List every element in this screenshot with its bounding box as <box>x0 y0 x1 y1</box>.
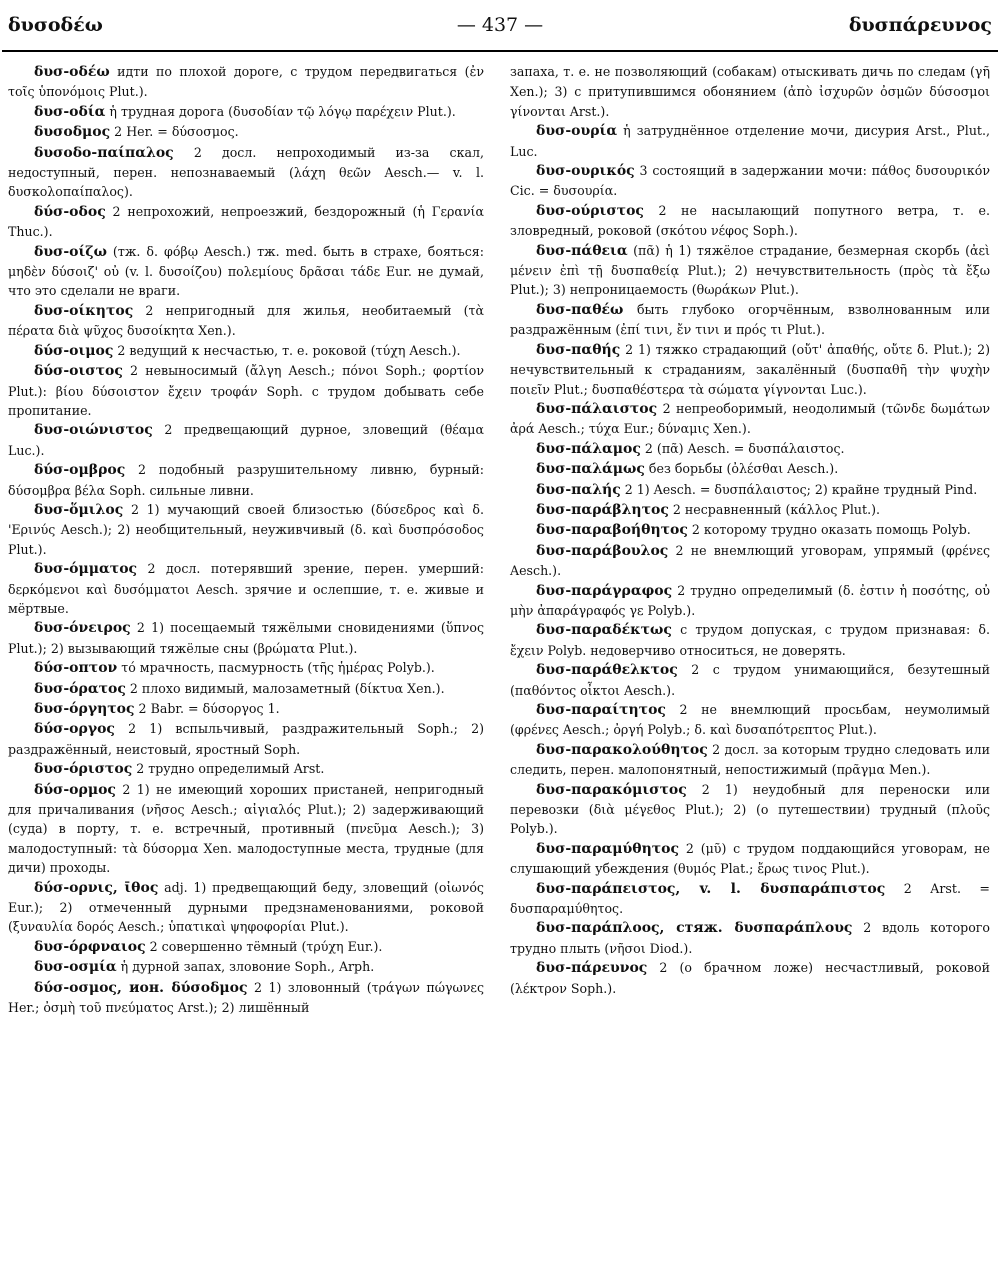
entry-definition: 2 досл. за которым трудно следовать или следить, перен. малопонятный, непостижимый (πρᾶγμα Men.). <box>510 741 990 778</box>
entry-headword: δυσ-παράθελκτος <box>536 662 678 679</box>
entry-definition: 2 вдоль которого трудно плыть (νῆσοι Diod.). <box>510 920 990 956</box>
dictionary-entry <box>510 879 990 919</box>
entry-definition: 2 1) зловонный (τράγων πώγωνες Her.; ὀσμὴ τοῦ πνεύματος Arst.); 2) лишённый <box>8 979 484 1016</box>
dictionary-entry <box>510 740 990 780</box>
entry-headword: δυσ-όνειρος <box>34 620 131 637</box>
entry-definition: 2 невыносимый (ἄλγη Aesch.; πόνοι Soph.; φορτίον Plut.): βίου δύσοιστον ἔχειν τροφάν Soph. с трудом добывать себе пропитание. <box>8 363 484 418</box>
entry-definition: 2 непригодный для жилья, необитаемый (τὰ πέρατα διὰ ψῦχος δυσοίκητα Xen.). <box>8 302 484 339</box>
entry-headword: δυσ-παράβλητος <box>536 501 669 518</box>
dictionary-entry <box>8 618 484 658</box>
entry-definition: 2 (πᾶ) Aesch. = δυσπάλαιστος. <box>640 440 845 456</box>
dictionary-entry <box>8 102 484 122</box>
dictionary-entry <box>510 439 990 459</box>
dictionary-entry <box>510 700 990 740</box>
entry-definition: 2 непрохожий, непроезжий, бездорожный (ἡ Γερανία Thuc.). <box>8 203 484 240</box>
dictionary-entry <box>8 719 484 759</box>
entry-headword: δυσ-οιώνιστος <box>34 422 153 439</box>
dictionary-entry <box>510 839 990 879</box>
entry-headword: δυσ-όργητος <box>34 701 135 717</box>
dictionary-entry <box>510 520 990 540</box>
entry-definition: ἡ трудная дорога (δυσοδίαν τῷ λόγῳ παρέχειν Plut.). <box>105 103 456 119</box>
entry-definition: 2 которому трудно оказать помощь Polyb. <box>687 522 971 538</box>
dictionary-entry <box>510 918 990 958</box>
dictionary-entry <box>510 300 990 340</box>
entry-headword: δυσ-οίζω <box>34 243 107 260</box>
entry-headword: δυσ-παρακόμιστος <box>536 781 687 798</box>
running-header <box>0 14 1000 44</box>
dictionary-entry <box>8 202 484 242</box>
entry-definition: 2 непреоборимый, неодолимый (τῶνδε δωμάτων ἀρά Aesch.; τύχα Eur.; δύναμις Xen.). <box>510 400 990 437</box>
entry-headword: δυσ-πάρευνος <box>536 960 648 977</box>
dictionary-entry <box>8 937 484 957</box>
entry-headword: δυσ-παράπλοος, стяж. δυσπαράπλους <box>536 920 853 937</box>
entry-headword: δυσ-παραμύθητος <box>536 840 680 857</box>
entry-definition: 2 подобный разрушительному ливню, бурный: δύσομβρα βέλα Soph. сильные ливни. <box>8 462 484 498</box>
entry-definition: быть глубоко огорчённым, взволнованным или раздражённым (ἐπί τινι, ἔν τινι и πρός τι Plut.). <box>510 301 990 338</box>
entry-headword: δυσ-πάλαμος <box>536 440 641 457</box>
entry-definition: 2 трудно определимый Arst. <box>132 761 325 777</box>
entry-headword: δύσ-οργος <box>34 721 115 738</box>
entry-headword: δύσ-ομβρος <box>34 462 126 479</box>
dictionary-entry <box>8 122 484 142</box>
entry-definition: 2 не внемлющий просьбам, неумолимый (φρένες Aesch.; ὀργή Polyb.; δ. καὶ δυσαπότρεπτος Plut.). <box>510 702 990 738</box>
entry-headword: δύσ-οδος <box>34 203 106 220</box>
dictionary-entry <box>8 242 484 301</box>
entry-definition: 2 досл. потерявший зрение, перен. умерший: δερκόμενοι καὶ δυσόμματοι Aesch. зрячие и ослепшие, т. е. живые и мёртвые. <box>8 561 484 616</box>
entry-definition: 3 состоящий в задержании мочи: πάθος δυσουρικόν Cic. = δυσουρία. <box>510 163 990 199</box>
entry-headword: δυσ-ουρία <box>536 123 618 140</box>
entry-headword: δύσ-οπτον <box>34 660 118 677</box>
entry-definition: 2 1) Aesch. = δυσπάλαιστος; 2) крайне трудный Pind. <box>620 481 978 497</box>
entry-definition: 2 (о брачном ложе) несчастливый, роковой (λέκτρον Soph.). <box>510 960 990 996</box>
entry-headword: δυσ-παράπειστος, v. l. δυσπαράπιστος <box>536 880 886 897</box>
dictionary-entry <box>8 957 484 977</box>
entry-definition: 2 трудно определимый (δ. ἐστιν ἡ ποσότης, οὐ μὴν ἀπαράγραφός γε Polyb.). <box>510 582 990 618</box>
entry-definition: 2 совершенно тёмный (τρύχη Eur.). <box>145 938 383 954</box>
entry-definition: 2 Arst. = δυσπαραμύθητος. <box>510 880 990 917</box>
entry-headword: δυσ-παραδέκτως <box>536 622 672 639</box>
dictionary-entry <box>510 161 990 201</box>
dictionary-entry <box>510 581 990 621</box>
entry-definition: с трудом допуская, с трудом признавая: δ. ἔχειν Polyb. недоверчиво относиться, не доверять. <box>510 622 990 658</box>
entry-definition: 2 с трудом унимающийся, безутешный (παθόντος οἶκτοι Aesch.). <box>510 662 990 698</box>
dictionary-entry <box>510 459 990 479</box>
entry-headword: δυσ-πάλαιστος <box>536 400 658 417</box>
entry-definition: 2 Babr. = δύσοργος 1. <box>134 701 280 716</box>
entry-definition: 2 Her. = δύσοσμος. <box>110 124 239 140</box>
entry-headword: δυσ-ὅμιλος <box>34 501 124 518</box>
left-column <box>8 62 484 1018</box>
dictionary-entry <box>510 121 990 161</box>
entry-headword: δυσοδο-παίπαλος <box>34 144 174 161</box>
dictionary-entry <box>510 660 990 700</box>
entry-definition: 2 1) неудобный для переноски или перевозки (διὰ μέγεθος Plut.); 2) (о путешествии) трудный (πλοῦς Polyb.). <box>510 781 990 837</box>
dictionary-entry <box>510 340 990 399</box>
header-rule <box>2 50 998 52</box>
entry-headword: δυσ-οσμία <box>34 959 117 976</box>
entry-headword: δυσ-πάθεια <box>536 242 628 259</box>
entry-definition: 2 1) тяжко страдающий (οὔτ' ἀπαθής, οὔτε δ. Plut.); 2) нечувствительный к страданиям, закалённый (δυσπαθῆ τὴν ψυχὴν ποιεῖν Plut.; δυσπαθέστερα τὰ σώματα γίγνονται Luc.). <box>510 341 990 397</box>
dictionary-entry <box>8 341 484 361</box>
entry-definition: запаха, т. е. не позволяющий (собакам) отыскивать дичь по следам (γῆ Xen.); 3) с притупившимся обонянием (ἀπὸ ἰσχυρῶν ὀσμῶν δύσοσμοι γίνονται Arst.). <box>510 64 990 119</box>
entry-definition: 2 ведущий к несчастью, т. е. роковой (τύχη Aesch.). <box>113 342 461 358</box>
entry-headword: δυσ-παραβοήθητος <box>536 522 688 539</box>
dictionary-entry <box>8 759 484 779</box>
dictionary-entry <box>510 620 990 660</box>
dictionary-entry <box>8 780 484 878</box>
entry-headword: δυσ-οδέω <box>34 64 110 80</box>
dictionary-entry <box>510 541 990 581</box>
entry-headword: δυσ-όμματος <box>34 561 138 578</box>
page-number: — 437 — <box>456 14 544 36</box>
entry-definition: adj. 1) предвещающий беду, зловещий (οἰωνός Eur.); 2) отмеченный дурными предзнаменованиями, роковой (ξυναυλία δορός Aesch.; ὑπατικαὶ ψηφοφορίαι Plut.). <box>8 879 484 935</box>
entry-headword: δύσ-οσμος, ион. δύσοδμος <box>34 979 248 996</box>
entry-headword: δυσ-οδία <box>34 103 106 120</box>
entry-definition: 2 предвещающий дурное, зловещий (θέαμα Luc.). <box>8 422 484 458</box>
dictionary-entry <box>510 241 990 300</box>
entry-definition: без борьбы (ὀλέσθαι Aesch.). <box>644 461 839 477</box>
entry-headword: δυσοδμος <box>34 124 111 141</box>
dictionary-entry <box>8 143 484 202</box>
entry-definition: 2 1) не имеющий хороших пристаней, непригодный для причаливания (νῆσος Aesch.; αἰγιαλός Plut.); 2) задерживающий (суда) в порту, т. е. встречный, противный (πνεῦμα Aesch.); 3) малодоступный: τὰ δύσορμα Xen. малодоступные места, трудные (для дичи) проходы. <box>8 781 484 876</box>
entry-headword: δυσ-οίκητος <box>34 302 134 319</box>
entry-definition: ἡ дурной запах, зловоние Soph., Arph. <box>116 959 375 975</box>
entry-headword: δυσ-ουρικός <box>536 163 635 180</box>
entry-headword: δυσ-παθής <box>536 341 621 358</box>
header-right-word: δυσπάρευνος <box>848 14 992 36</box>
dictionary-entry <box>510 480 990 500</box>
entry-definition: τό мрачность, пасмурность (τῆς ἡμέρας Polyb.). <box>117 660 435 676</box>
entry-headword: δυσ-όρφναιος <box>34 938 146 955</box>
entry-headword: δυσ-παρακολούθητος <box>536 741 708 758</box>
dictionary-entry <box>510 958 990 998</box>
entry-definition: 2 досл. непроходимый из-за скал, недоступный, перен. непознаваемый (λάχη θεῶν Aesch.— v. l. δυσκολοπαίπαλος). <box>8 144 484 200</box>
right-column <box>510 62 990 998</box>
dictionary-entry <box>510 201 990 241</box>
dictionary-entry <box>8 679 484 699</box>
dictionary-entry <box>510 62 990 121</box>
entry-headword: δυσ-παλάμως <box>536 461 645 478</box>
entry-headword: δυσ-παραίτητος <box>536 702 666 718</box>
dictionary-entry <box>510 399 990 439</box>
entry-headword: δυσ-όριστος <box>34 761 133 778</box>
dictionary-entry <box>8 420 484 460</box>
entry-headword: δύσ-ορμος <box>34 781 116 798</box>
dictionary-entry <box>8 699 484 719</box>
dictionary-entry <box>8 460 484 500</box>
entry-definition: 2 1) мучающий своей близостью (δύσεδρος καὶ δ. 'Ερινύς Aesch.); 2) необщительный, неуживчивый (δ. καὶ δυσπρόσοδος Plut.). <box>8 501 484 557</box>
dictionary-entry <box>510 780 990 839</box>
entry-definition: 2 (μῦ) с трудом поддающийся уговорам, не слушающий убеждения (θυμός Plat.; ἔρως τινος Plut.). <box>510 840 990 877</box>
entry-definition: (тж. δ. φόβῳ Aesch.) тж. med. быть в страхе, бояться: μηδὲν δύσοιζ' οὐ (v. l. δυσοίζου) πολεμίους δρᾶσαι τάδε Eur. не думай, что это сделали не враги. <box>8 243 484 299</box>
dictionary-entry <box>8 978 484 1018</box>
dictionary-entry <box>8 559 484 618</box>
dictionary-entry <box>510 500 990 520</box>
entry-headword: δυσ-παλής <box>536 481 621 498</box>
entry-definition: 2 несравненный (κάλλος Plut.). <box>668 501 880 517</box>
entry-definition: 2 плохо видимый, малозаметный (δίκτυα Xen.). <box>125 680 445 696</box>
entry-headword: δύσ-οιστος <box>34 363 123 380</box>
entry-definition: (πᾶ) ἡ 1) тяжёлое страдание, безмерная скорбь (ἀεὶ μένειν ἐπὶ τῇ δυσπαθείᾳ Plut.); 2) нечувствительность (πρὸς τὰ ἔξω Plut.); 3) непроницаемость (θωράκων Plut.). <box>510 242 990 298</box>
entry-definition: 2 не внемлющий уговорам, упрямый (φρένες Aesch.). <box>510 542 990 579</box>
entry-headword: δυσ-παθέω <box>536 301 624 318</box>
entry-definition: ἡ затруднённое отделение мочи, дисурия Arst., Plut., Luc. <box>510 123 990 159</box>
dictionary-entry <box>8 658 484 678</box>
dictionary-entry <box>8 878 484 937</box>
entry-definition: 2 1) вспыльчивый, раздражительный Soph.; 2) раздражённый, неистовый, яростный Soph. <box>8 721 484 757</box>
dictionary-entry <box>8 361 484 420</box>
entry-definition: идти по плохой дороге, с трудом передвигаться (ἐν τοῖς ὑπονόμοις Plut.). <box>8 64 484 100</box>
entry-definition: 2 не насылающий попутного ветра, т. е. зловредный, роковой (σκότου νέφος Soph.). <box>510 202 990 239</box>
entry-headword: δυσ-όρατος <box>34 680 126 697</box>
dictionary-entry <box>8 301 484 341</box>
entry-definition: 2 1) посещаемый тяжёлыми сновидениями (ὕπνος Plut.); 2) вызывающий тяжёлые сны (βρώματα Plut.). <box>8 620 484 656</box>
dictionary-entry <box>8 62 484 102</box>
dictionary-entry <box>8 500 484 559</box>
header-left-word: δυσοδέω <box>8 14 103 36</box>
entry-headword: δυσ-παράβουλος <box>536 542 669 559</box>
entry-headword: δυσ-παράγραφος <box>536 582 673 599</box>
entry-headword: δυσ-ούριστος <box>536 202 644 219</box>
entry-headword: δύσ-ορνις, ῑθος <box>34 879 159 896</box>
entry-headword: δύσ-οιμος <box>34 342 114 359</box>
